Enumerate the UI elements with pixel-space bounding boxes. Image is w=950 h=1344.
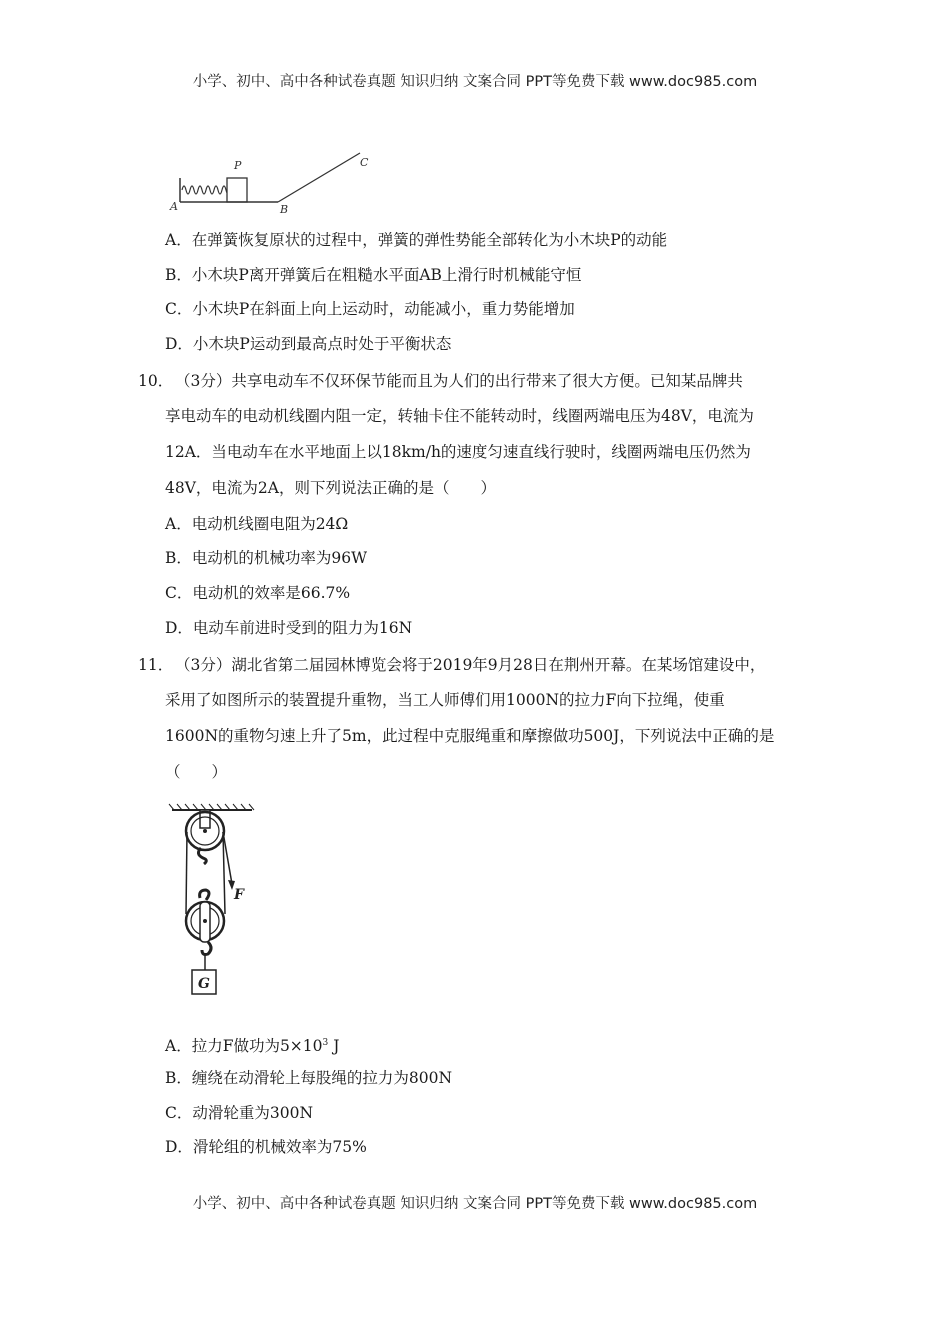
q10-stem-line-4: 48V，电流为2A，则下列说法正确的是（ ）: [165, 479, 496, 497]
q10-option-c: C．电动机的效率是66.7%: [165, 584, 351, 602]
q11-option-d: D．滑轮组的机械效率为75%: [165, 1138, 367, 1156]
q11-number: 11．: [138, 656, 174, 674]
q9-option-a: A．在弹簧恢复原状的过程中，弹簧的弹性势能全部转化为小木块P的动能: [165, 231, 668, 249]
label-b: B: [280, 203, 289, 216]
q9-option-c: C．小木块P在斜面上向上运动时，动能减小，重力势能增加: [165, 300, 575, 318]
page-header: 小学、初中、高中各种试卷真题 知识归纳 文案合同 PPT等免费下载 www.doc985.com: [192, 74, 758, 90]
q11-option-c: C．动滑轮重为300N: [165, 1104, 314, 1122]
q9-option-b: B．小木块P离开弹簧后在粗糙水平面AB上滑行时机械能守恒: [165, 266, 582, 284]
q10-stem-line-1: （3分）共享电动车不仅环保节能而且为人们的出行带来了很大方便。已知某品牌共: [175, 372, 743, 390]
q11-stem-line-3: 1600N的重物匀速上升了5m，此过程中克服绳重和摩擦做功500J，下列说法中正确的是: [165, 727, 775, 745]
q11-stem-line-2: 采用了如图所示的装置提升重物，当工人师傅们用1000N的拉力F向下拉绳，使重: [165, 691, 725, 709]
force-label: F: [234, 887, 244, 903]
spring-incline-figure: [170, 150, 390, 215]
page-footer: 小学、初中、高中各种试卷真题 知识归纳 文案合同 PPT等免费下载 www.doc985.com: [192, 1196, 758, 1212]
pulley-figure: [168, 802, 268, 1002]
q11-option-b: B．缠绕在动滑轮上每股绳的拉力为800N: [165, 1069, 453, 1087]
q10-stem-line-2: 享电动车的电动机线圈内阻一定，转轴卡住不能转动时，线圈两端电压为48V，电流为: [165, 407, 754, 425]
q11-option-a-exponent: 3: [322, 1038, 329, 1048]
q10-stem-line-3: 12A．当电动车在水平地面上以18km/h的速度匀速直线行驶时，线圈两端电压仍然为: [165, 443, 751, 461]
q11-option-a-suffix: J: [328, 1037, 340, 1055]
q11-option-a-prefix: A．拉力F做功为5×10: [165, 1037, 323, 1055]
q9-option-d: D．小木块P运动到最高点时处于平衡状态: [165, 335, 452, 353]
q10-option-a: A．电动机线圈电阻为24Ω: [165, 515, 349, 533]
q10-option-d: D．电动车前进时受到的阻力为16N: [165, 619, 413, 637]
q11-stem-line-1: （3分）湖北省第二届园林博览会将于2019年9月28日在荆州开幕。在某场馆建设中，: [175, 656, 766, 674]
q11-option-a: [165, 1033, 339, 1056]
label-a: A: [170, 200, 178, 213]
label-c: C: [360, 156, 369, 169]
q10-option-b: B．电动机的机械功率为96W: [165, 549, 368, 567]
label-p: P: [234, 159, 242, 172]
weight-label: G: [198, 976, 210, 992]
q11-stem-line-4: （ ）: [165, 763, 228, 781]
q10-number: 10．: [138, 372, 174, 390]
